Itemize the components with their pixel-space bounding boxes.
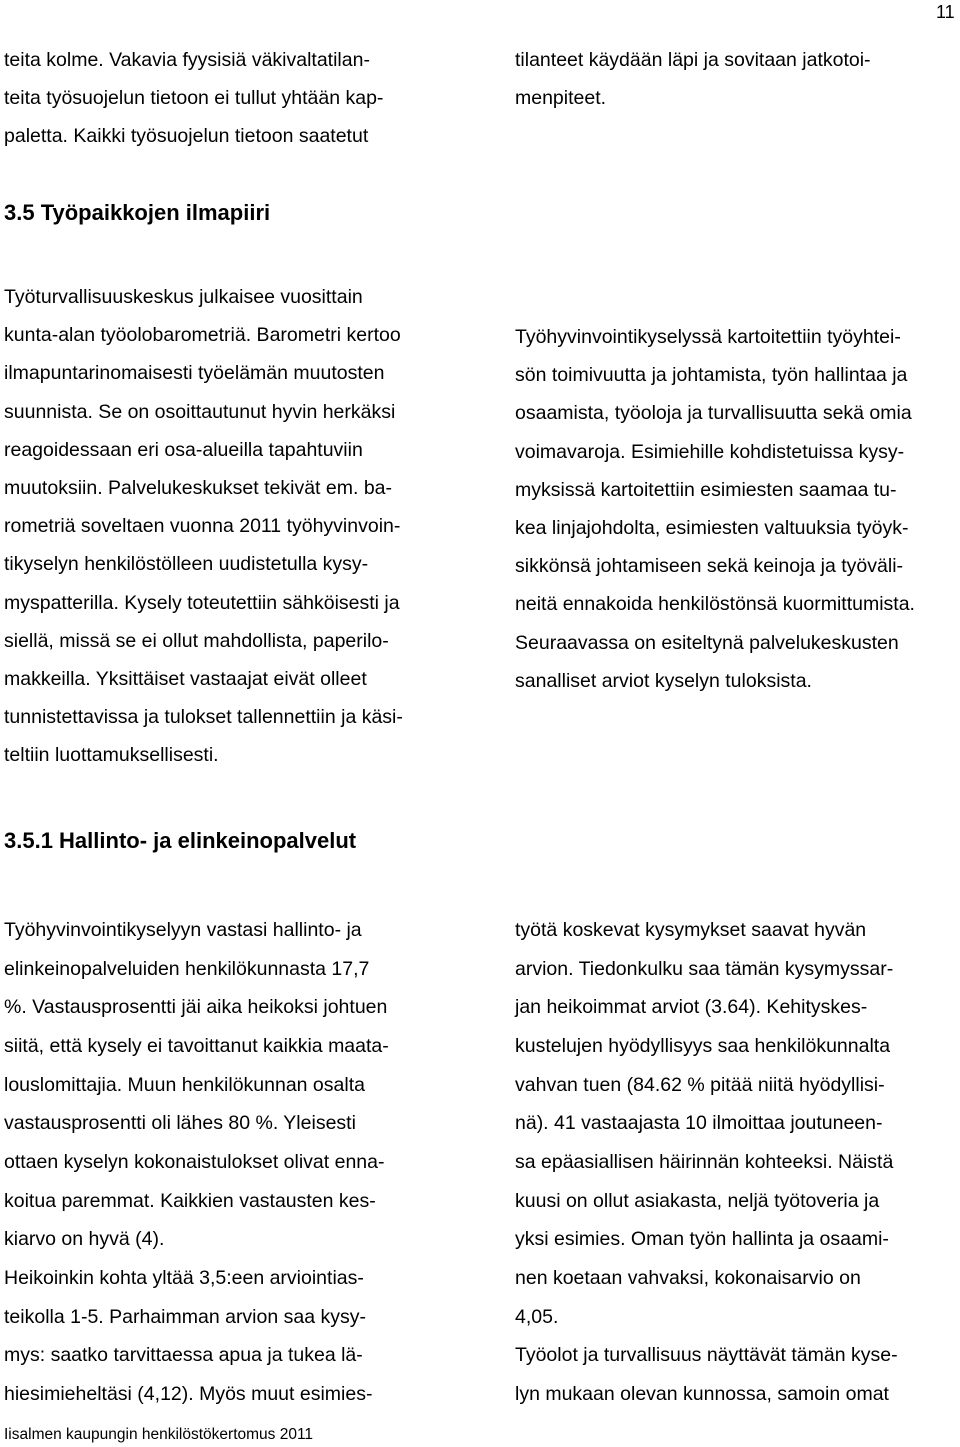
text-line: neitä ennakoida henkilöstönsä kuormittumista. bbox=[515, 593, 915, 616]
text-line: nen koetaan vahvaksi, kokonaisarvio on bbox=[515, 1266, 861, 1289]
text-line: yksi esimies. Oman työn hallinta ja osaami- bbox=[515, 1228, 889, 1251]
text-line: siellä, missä se ei ollut mahdollista, paperilo- bbox=[4, 629, 389, 652]
text-line: suunnista. Se on osoittautunut hyvin herkäksi bbox=[4, 400, 396, 423]
text-line: lyn mukaan olevan kunnossa, samoin omat bbox=[515, 1382, 889, 1405]
text-line: kiarvo on hyvä (4). bbox=[4, 1228, 165, 1251]
page-footer: Iisalmen kaupungin henkilöstökertomus 2011 bbox=[4, 1426, 314, 1443]
page-number: 11 bbox=[936, 2, 955, 22]
text-line: sanalliset arviot kyselyn tuloksista. bbox=[515, 669, 812, 692]
text-line: teita kolme. Vakavia fyysisiä väkivaltatilan- bbox=[4, 49, 370, 71]
text-line: kustelujen hyödyllisyys saa henkilökunnalta bbox=[515, 1034, 891, 1057]
text-line: osaamista, työoloja ja turvallisuutta sekä omia bbox=[515, 402, 912, 425]
text-line: reagoidessaan eri osa-alueilla tapahtuviin bbox=[4, 438, 363, 461]
text-line: kunta-alan työolobarometriä. Barometri kertoo bbox=[4, 324, 401, 347]
text-line: ilmapuntarinomaisesti työelämän muutosten bbox=[4, 362, 385, 385]
text-line: vastausprosentti oli lähes 80 %. Yleisesti bbox=[4, 1112, 356, 1135]
text-line: sa epäasiallisen häirinnän kohteeksi. Näistä bbox=[515, 1150, 894, 1173]
text-line: menpiteet. bbox=[515, 87, 607, 110]
text-line: tilanteet käydään läpi ja sovitaan jatkotoi- bbox=[515, 49, 871, 71]
text-line: teltiin luottamuksellisesti. bbox=[4, 744, 219, 767]
text-line: ottaen kyselyn kokonaistulokset olivat enna- bbox=[4, 1150, 385, 1173]
text-line: muutoksiin. Palvelukeskukset tekivät em. ba- bbox=[4, 477, 393, 499]
text-line: Työolot ja turvallisuus näyttävät tämän kyse- bbox=[515, 1344, 898, 1367]
text-line: siitä, että kysely ei tavoittanut kaikkia maata- bbox=[4, 1034, 389, 1057]
text-line: Seuraavassa on esiteltynä palvelukeskusten bbox=[515, 631, 899, 654]
text-line: kuusi on ollut asiakasta, neljä työtoveria ja bbox=[515, 1189, 880, 1212]
text-line: tikyselyn henkilöstölleen uudistetulla kysy- bbox=[4, 553, 369, 576]
text-line: elinkeinopalveluiden henkilökunnasta 17,7 bbox=[4, 957, 370, 980]
text-line: voimavaroja. Esimiehille kohdistetuissa kysy- bbox=[515, 440, 905, 463]
text-line: rometriä soveltaen vuonna 2011 työhyvinvoin- bbox=[4, 515, 401, 538]
text-line: paletta. Kaikki työsuojelun tietoon saatetut bbox=[4, 125, 369, 148]
text-line: %. Vastausprosentti jäi aika heikoksi johtuen bbox=[4, 996, 388, 1019]
text-line: hiesimieheltäsi (4,12). Myös muut esimies- bbox=[4, 1382, 373, 1405]
text-line: myspatterilla. Kysely toteutettiin sähköisesti ja bbox=[4, 591, 400, 614]
text-line: vahvan tuen (84.62 % pitää niitä hyödyllisi- bbox=[515, 1073, 885, 1096]
text-line: louslomittajia. Muun henkilökunnan osalta bbox=[4, 1073, 365, 1096]
text-line: makkeilla. Yksittäiset vastaajat eivät olleet bbox=[4, 668, 367, 690]
text-line: Työturvallisuuskeskus julkaisee vuosittain bbox=[4, 286, 363, 308]
text-line: Työhyvinvointikyselyyn vastasi hallinto- ja bbox=[4, 919, 362, 941]
text-line: mys: saatko tarvittaessa apua ja tukea lä- bbox=[4, 1344, 363, 1367]
subsection-heading: 3.5.1 Hallinto- ja elinkeinopalvelut bbox=[4, 828, 357, 853]
text-line: jan heikoimmat arviot (3.64). Kehityskes- bbox=[515, 996, 868, 1019]
text-line: tunnistettavissa ja tulokset tallennettiin ja käsi- bbox=[4, 706, 403, 729]
text-line: koitua paremmat. Kaikkien vastausten kes- bbox=[4, 1189, 376, 1212]
text-line: nä). 41 vastaajasta 10 ilmoittaa joutuneen- bbox=[515, 1112, 883, 1135]
text-line: Heikoinkin kohta yltää 3,5:een arviointias- bbox=[4, 1266, 364, 1289]
text-line: arvion. Tiedonkulku saa tämän kysymyssar- bbox=[515, 957, 894, 980]
text-line: sikkönsä johtamiseen sekä keinoja ja työväli- bbox=[515, 555, 904, 578]
text-line: teita työsuojelun tietoon ei tullut yhtään kap- bbox=[4, 87, 384, 110]
text-line: työtä koskevat kysymykset saavat hyvän bbox=[515, 919, 867, 941]
text-line: 4,05. bbox=[515, 1305, 559, 1328]
text-line: sön toimivuutta ja johtamista, työn hallintaa ja bbox=[515, 364, 908, 387]
text-line: Työhyvinvointikyselyssä kartoitettiin työyhtei- bbox=[515, 326, 901, 348]
text-line: myksissä kartoitettiin esimiesten saamaa tu- bbox=[515, 478, 897, 501]
section-heading: 3.5 Työpaikkojen ilmapiiri bbox=[4, 200, 271, 225]
text-line: teikolla 1-5. Parhaimman arvion saa kysy- bbox=[4, 1305, 366, 1328]
text-line: kea linjajohdolta, esimiesten valtuuksia työyk- bbox=[515, 517, 909, 539]
